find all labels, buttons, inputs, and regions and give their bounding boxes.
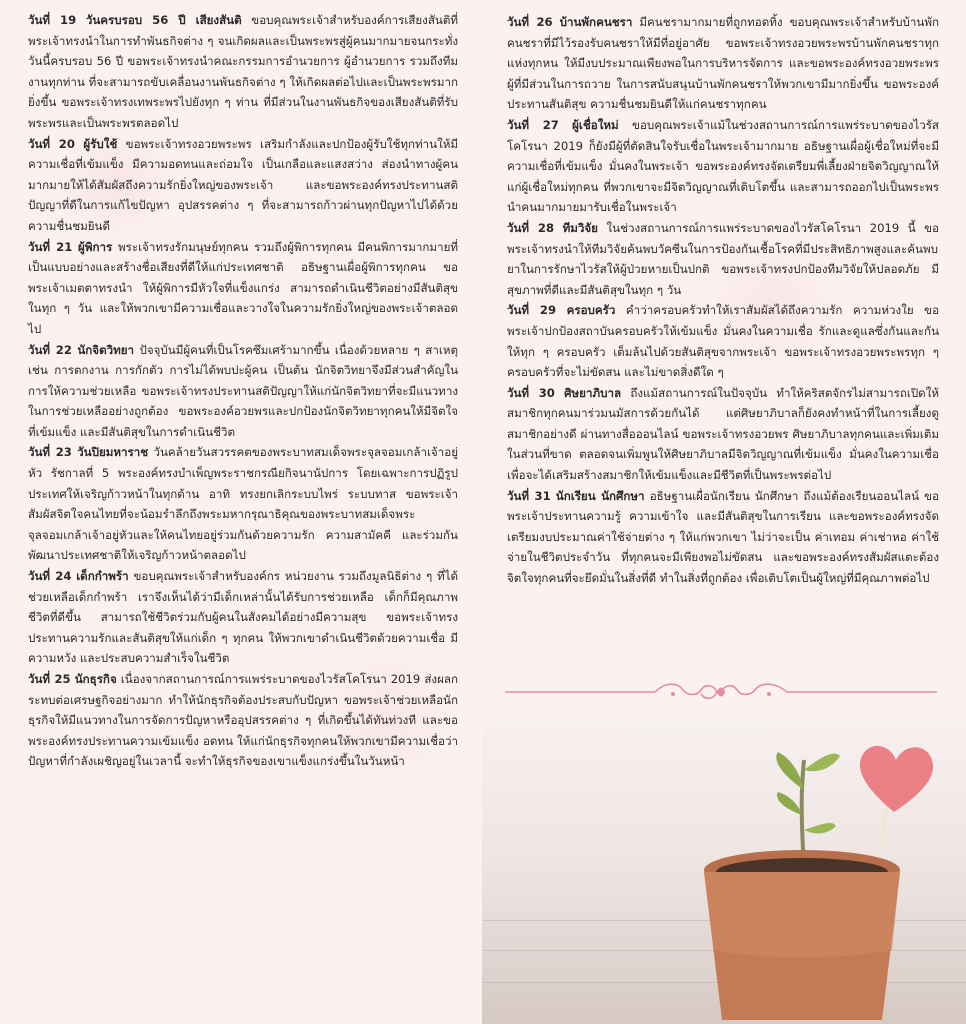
left-column <box>28 10 458 772</box>
prayer-entry-25 <box>28 669 458 772</box>
entry-text: มีคนชรามากมายที่ถูกทอดทิ้ง ขอบคุณพระเจ้าสำหรับบ้านพักคนชราที่มีไว้รองรับคนชราให้มีที่อยู่อาศัย ขอพระเจ้าทรงอวยพระพรบ้านพักคนชราทุกแห่งทุกหน ให้มีงบประมาณเพียงพอในการบริหารจัดการ และขอพระองค์ทรงอวยพระพรผู้ที่มีส่วนในการถวาย ในการสนับสนุนบ้านพักคนชราให้พวกเขามีมากยิ่งขึ้น ขอพระองค์ประทานสันติสุข ความชื่นชมยินดีให้แก่คนชราทุกคน <box>507 15 939 112</box>
prayer-entry-20 <box>28 134 458 237</box>
entry-text: พระเจ้าทรงรักมนุษย์ทุกคน รวมถึงผู้พิการทุกคน มีคนพิการมากมายที่เป็นแบบอย่างและสร้างชื่อเสียงที่ดีให้แก่ประเทศชาติ อธิษฐานเผื่อผู้พิการทุกคน ขอพระเจ้าเมตตาทรงนำ ให้ผู้พิการมีหัวใจที่แข็งแกร่ง สามารถดำเนินชีวิตอย่างมีสันติสุขในทุก ๆ วัน และให้พวกเขามีความเชื่อและวางใจในความรักยิ่งใหญ่ของพระเจ้าตลอดไป <box>28 239 458 336</box>
entry-day: วันที่ 20 <box>28 136 75 151</box>
entry-day: วันที่ 27 <box>507 117 559 132</box>
prayer-entry-31 <box>507 486 939 589</box>
entry-day: วันที่ 31 <box>507 488 551 503</box>
entry-text: เนื่องจากสถานการณ์การแพร่ระบาดของไวรัสโคโรนา 2019 ส่งผลกระทบต่อเศรษฐกิจอย่างมาก ทำให้นักธุรกิจต้องประสบกับปัญหา ขอพระเจ้าช่วยเหลือนักธุรกิจให้มีแนวทางในการจัดการปัญหาหรืออุปสรรคต่าง ๆ ที่เกิดขึ้นได้ทันท่วงที และขอพระองค์ทรงประทานความเข้มแข็ง อดทน ให้แก่นักธุรกิจทุกคนให้พวกเขามีความเชื่อว่าปัญหาที่กำลังเผชิญอยู่ในเวลานี้ จะทำให้ธุรกิจของเขาแข็งแกร่งขึ้นในวันหน้า <box>28 672 458 769</box>
flower-pot-icon <box>704 850 900 1020</box>
entry-day: วันที่ 29 <box>507 303 557 318</box>
prayer-entry-19 <box>28 10 458 134</box>
prayer-entry-24 <box>28 566 458 669</box>
entry-title: ทีมวิจัย <box>562 220 598 235</box>
entry-text: ขอบคุณพระเจ้าแม้ในช่วงสถานการณ์การแพร่ระบาดของไวรัสโคโรนา 2019 ก็ยังมีผู้ที่ตัดสินใจรับเชื่อในพระเจ้ามากมาย อธิษฐานเผื่อผู้เชื่อใหม่ที่จะมีความเชื่อที่เข้มแข็ง มั่นคงในพระเจ้า ขอพระองค์ทรงจัดเตรียมพี่เลี้ยงฝ่ายจิตวิญญาณให้แก่ผู้เชื่อใหม่ทุกคน ที่พวกเขาจะมีจิตวิญญาณที่เติบโตขึ้น และสามารถออกไปเป็นพระพรนำคนมากมายมารับเชื่อในพระเจ้า <box>507 117 940 215</box>
entry-title: นักจิตวิทยา <box>77 342 135 357</box>
entry-day: วันที่ 24 <box>28 569 72 584</box>
prayer-entry-28 <box>507 218 939 300</box>
entry-text: ขอพระเจ้าทรงอวยพระพร เสริมกำลังและปกป้องผู้รับใช้ทุกท่านให้มีความเชื่อที่เข้มแข็ง มีความอดทนและถ่อมใจ เป็นเกลือและแสงสว่าง ส่องนำทางผู้คนมากมายให้ได้สัมผัสถึงความรักยิ่งใหญ่ของพระเจ้า และขอพระองค์ทรงประทานสติปัญญาที่ดีในการแก้ไขปัญหา อุปสรรคต่าง ๆ ที่จะสามารถก้าวผ่านทุกปัญหาไปได้ด้วยความชื่นชมยินดี <box>28 136 459 233</box>
entry-title: ผู้รับใช้ <box>83 136 118 151</box>
right-column <box>507 12 939 589</box>
entry-text: ถึงแม้สถานการณ์ในปัจจุบัน ทำให้คริสตจักรไม่สามารถเปิดให้สมาชิกทุกคนมาร่วมนมัสการด้วยกันได้ แต่ศิษยาภิบาลก็ยังคงทำหน้าที่ในการเลี้ยงดูสมาชิกอย่างดี ผ่านทางสื่อออนไลน์ ขอพระเจ้าทรงอวยพร ศิษยาภิบาลทุกคนและเพิ่มเติมในส่วนที่ขาด ตลอดจนเพิ่มพูนให้ศิษยาภิบาลมีจิตวิญญาณที่เข้มแข็ง มั่นคงในความเชื่อ เพื่อจะได้เสริมสร้างสมาชิกให้เข้มแข็งและมีชีวิตที่เป็นพระพรต่อไป <box>507 385 940 483</box>
entry-text: ขอบคุณพระเจ้าสำหรับองค์การเสียงสันติที่พระเจ้าทรงนำในการทำพันธกิจต่าง ๆ จนเกิดผลและเป็นพระพรสู่ผู้คนมากมายจนกระทั่งวันนี้ครบรอบ 56 ปี ขอพระเจ้าทรงนำคณะกรรมการอำนวยการ ผู้อำนวยการ รวมถึงทีมงานทุกท่าน ที่จะสามารถขับเคลื่อนงานพันธกิจต่าง ๆ ให้เกิดผลต่อไปและเป็นพระพรมากยิ่งขึ้น ขอพระเจ้าทรงเทพระพรไปยังทุก ๆ ท่าน ที่มีส่วนในงานพันธกิจของเสียงสันติที่รับพระพรและเป็นพระพรตลอดไป <box>28 13 459 130</box>
entry-day: วันที่ 19 <box>28 13 77 27</box>
entry-text: ปัจจุบันมีผู้คนที่เป็นโรคซึมเศร้ามากขึ้น เนื่องด้วยหลาย ๆ สาเหตุ เช่น การตกงาน การกักตัว การไม่ได้พบปะผู้คน เป็นต้น นักจิตวิทยาจึงมีส่วนสำคัญในการให้ความช่วยเหลือ ขอพระเจ้าทรงประทานสติปัญญาให้แก่นักจิตวิทยาที่จะมีแนวทางในการช่วยเหลืออย่างถูกต้อง ขอพระองค์อวยพรและปกป้องนักจิตวิทยาทุกคนให้มีจิตใจ ที่เข้มแข็ง และมีสันติสุขในการดำเนินชีวิต <box>28 342 459 439</box>
prayer-entry-29 <box>507 300 939 382</box>
entry-title: เด็กกำพร้า <box>76 569 129 584</box>
prayer-entry-27 <box>507 115 939 218</box>
entry-day: วันที่ 28 <box>507 220 555 235</box>
entry-day: วันที่ 23 <box>28 445 72 460</box>
entry-title: นักธุรกิจ <box>74 672 117 686</box>
entry-text: วันคล้ายวันสวรรคตของพระบาทสมเด็จพระจุลจอมเกล้าเจ้าอยู่หัว รัชกาลที่ 5 พระองค์ทรงบำเพ็ญพระราชกรณียกิจนานัปการ โดยเฉพาะการปฏิรูปประเทศให้เจริญก้าวหน้าในทุกด้าน อาทิ ทรงยกเลิกระบบไพร่ ระบบทาส ขอพระเจ้าสัมผัสจิตใจคนไทยที่จะน้อมรำลึกถึงพระมหากรุณาธิคุณของพระบาทสมเด็จพระจุลจอมเกล้าเจ้าอยู่หัวและให้คนไทยอยู่ร่วมกันด้วยความรัก ความสามัคคี และร่วมกันพัฒนาประเทศชาติให้เจริญก้าวหน้าตลอดไป <box>28 445 458 563</box>
ornamental-divider-icon <box>505 680 937 704</box>
heart-icon <box>860 746 933 812</box>
entry-day: วันที่ 26 <box>507 15 553 29</box>
entry-title: วันครบรอบ 56 ปี เสียงสันติ <box>85 13 242 27</box>
entry-day: วันที่ 30 <box>507 385 555 400</box>
entry-day: วันที่ 22 <box>28 342 72 357</box>
entry-text: อธิษฐานเผื่อนักเรียน นักศึกษา ถึงแม้ต้องเรียนออนไลน์ ขอพระเจ้าประทานความรู้ ความเข้าใจ และมีสันติสุขในการเรียน และขอพระองค์ทรงจัดเตรียมงบประมาณค่าใช้จ่ายต่าง ๆ ให้แก่พวกเขา ไม่ว่าจะเป็น ค่าเทอม ค่าเช่าหอ ค่าใช้จ่ายในชีวิตประจำวัน ที่ทุกคนจะมีเพียงพอไม่ขัดสน และขอพระองค์ทรงสัมผัสแตะต้องจิตใจทุกคนที่จะยึดมั่นในสิ่งที่ดี ทำในสิ่งที่ถูกต้อง เพื่อเติบโตเป็นผู้ใหญ่ที่มีคุณภาพต่อไป <box>507 488 940 586</box>
entry-day: วันที่ 25 <box>28 672 71 686</box>
prayer-entry-26 <box>507 12 939 115</box>
prayer-entry-30 <box>507 383 939 486</box>
entry-title: นักเรียน นักศึกษา <box>555 488 645 503</box>
entry-text: ในช่วงสถานการณ์การแพร่ระบาดของไวรัสโคโรนา 2019 นี้ ขอพระเจ้าทรงนำให้ทีมวิจัยค้นพบวัคซีนในการป้องกันเชื้อโรคที่มีประสิทธิภาพสูงและค้นพบยาในการรักษาไวรัสให้ผู้ป่วยหายเป็นปกติ ขอพระเจ้าทรงปกป้องทีมวิจัยให้ปลอดภัย มีสุขภาพที่ดีและมีสันติสุขในทุก ๆ วัน <box>507 220 940 297</box>
prayer-entry-23 <box>28 442 458 566</box>
prayer-entry-21 <box>28 237 458 340</box>
entry-day: วันที่ 21 <box>28 239 73 254</box>
prayer-entry-22 <box>28 340 458 443</box>
entry-title: บ้านพักคนชรา <box>559 15 633 29</box>
entry-text: ขอบคุณพระเจ้าสำหรับองค์กร หน่วยงาน รวมถึงมูลนิธิต่าง ๆ ที่ได้ช่วยเหลือเด็กกำพร้า เราจึงเห็นได้ว่ามีเด็กเหล่านั้นได้รับการช่วยเหลือ เด็กก็มีคุณภาพชีวิตที่ดีขึ้น สามารถใช้ชีวิตร่วมกับผู้คนในสังคมได้อย่างมีความสุข ขอพระเจ้าทรงประทานความรักและสันติสุขให้แก่เด็ก ๆ ทุกคน ให้พวกเขาดำเนินชีวิตด้วยความเชื่อ มีความหวัง และประสบความสำเร็จในชีวิต <box>28 569 459 666</box>
entry-title: ครอบครัว <box>566 303 616 318</box>
decorative-photo <box>482 720 966 1024</box>
entry-title: ศิษยาภิบาล <box>564 385 622 400</box>
entry-title: ผู้พิการ <box>78 239 113 254</box>
entry-text: คำว่าครอบครัวทำให้เราสัมผัสได้ถึงความรัก ความห่วงใย ขอพระเจ้าปกป้องสถาบันครอบครัวให้เข้มแข็ง มั่นคงในความเชื่อ รักและดูแลซึ่งกันและกัน ให้ทุก ๆ ครอบครัว เต็มล้นไปด้วยสันติสุขจากพระเจ้า ขอพระเจ้าทรงอวยพระพรทุก ๆ ครอบครัวที่จะไม่ขัดสน และไม่ขาดสิ่งดีใด ๆ <box>507 303 940 380</box>
entry-title: วันปิยมหาราช <box>77 445 149 460</box>
entry-title: ผู้เชื่อใหม่ <box>572 117 619 132</box>
